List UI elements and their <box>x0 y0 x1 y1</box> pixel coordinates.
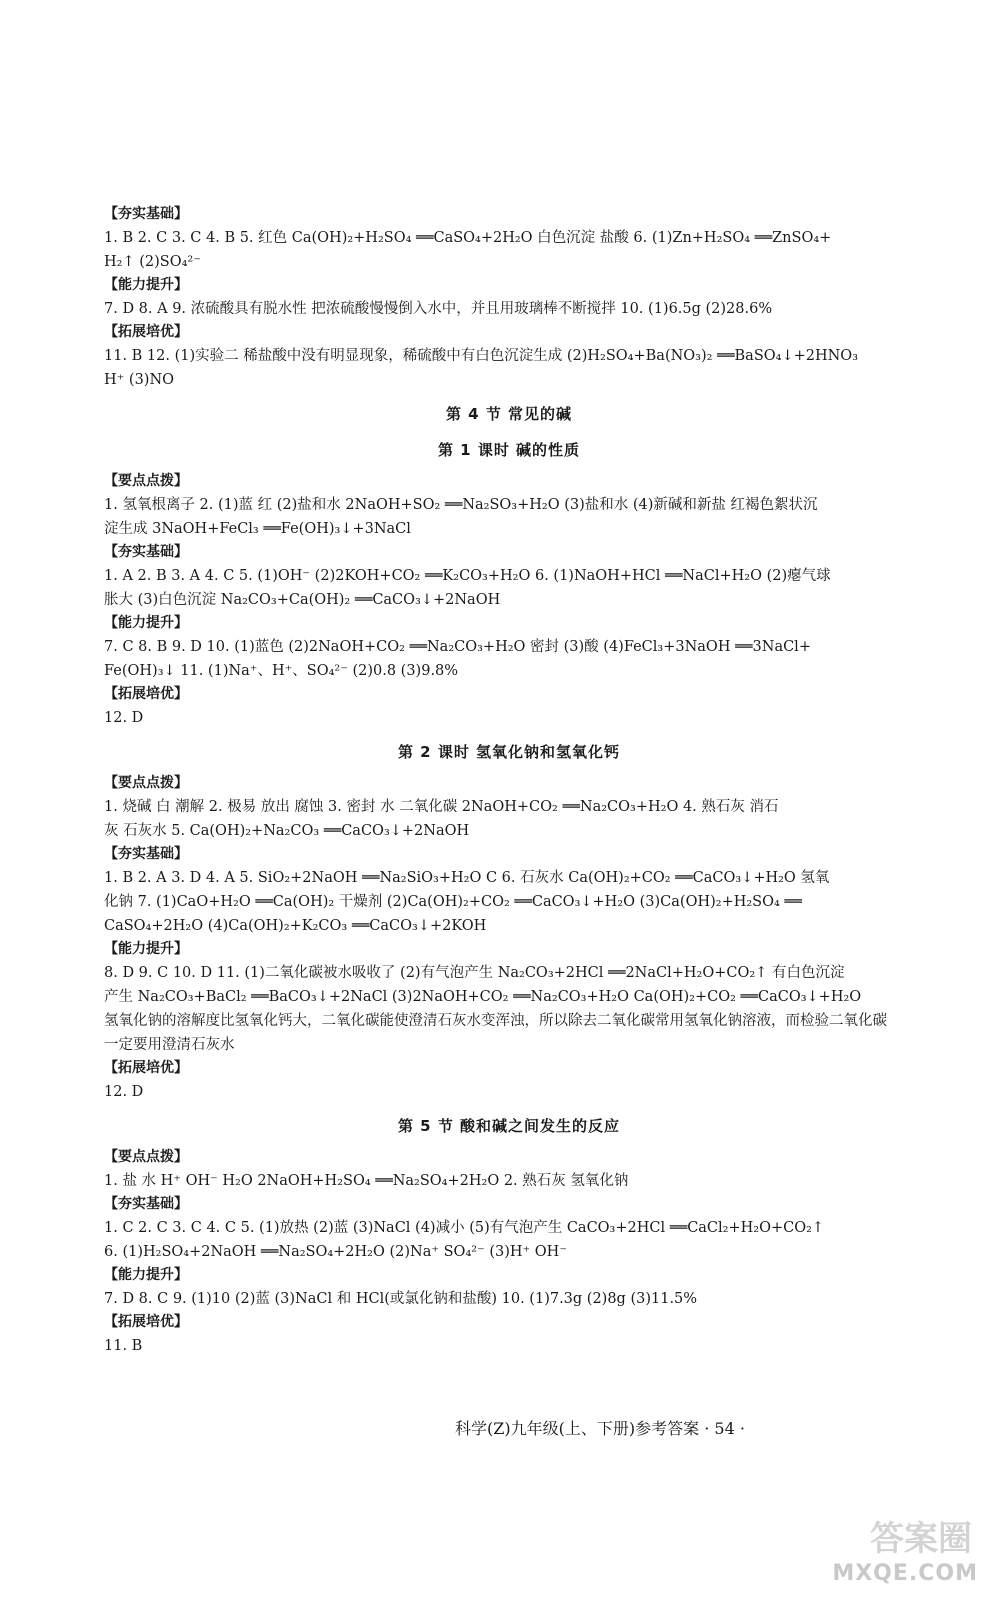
answer-line: 7. C 8. B 9. D 10. (1)蓝色 (2)2NaOH+CO₂ ══Na₂CO₃+H₂O 密封 (3)酸 (4)FeCl₃+3NaOH ══3NaCl+ <box>104 639 811 655</box>
answer-line: 11. B <box>104 1338 143 1354</box>
answer-line: 1. B 2. C 3. C 4. B 5. 红色 Ca(OH)₂+H₂SO₄ ══CaSO₄+2H₂O 白色沉淀 盐酸 6. (1)Zn+H₂SO₄ ══ZnSO₄+ <box>104 230 832 246</box>
section-tag: 【拓展培优】 <box>104 686 188 702</box>
answer-line: 化钠 7. (1)CaO+H₂O ══Ca(OH)₂ 干燥剂 (2)Ca(OH)₂+CO₂ ══CaCO₃↓+H₂O (3)Ca(OH)₂+H₂SO₄ ══ <box>104 894 802 910</box>
answer-line: Fe(OH)₃↓ 11. (1)Na⁺、H⁺、SO₄²⁻ (2)0.8 (3)9.8% <box>104 663 459 679</box>
answer-line: 胀大 (3)白色沉淀 Na₂CO₃+Ca(OH)₂ ══CaCO₃↓+2NaOH <box>104 592 501 608</box>
answer-block <box>104 706 914 730</box>
answer-block <box>104 866 914 938</box>
section-title: 第 5 节 酸和碱之间发生的反应 <box>397 1117 621 1135</box>
answer-line: 1. C 2. C 3. C 4. C 5. (1)放热 (2)蓝 (3)NaCl (4)减小 (5)有气泡产生 CaCO₃+2HCl ══CaCl₂+H₂O+CO₂↑ <box>104 1220 825 1236</box>
answer-line: 7. D 8. C 9. (1)10 (2)蓝 (3)NaCl 和 HCl(或氯化钠和盐酸) 10. (1)7.3g (2)8g (3)11.5% <box>104 1291 698 1307</box>
section-title: 第 4 节 常见的碱 <box>445 405 573 423</box>
answer-block <box>104 493 914 541</box>
answer-block <box>104 635 914 683</box>
answer-line: 产生 Na₂CO₃+BaCl₂ ══BaCO₃↓+2NaCl (3)2NaOH+CO₂ ══Na₂CO₃+H₂O Ca(OH)₂+CO₂ ══CaCO₃↓+H₂O <box>104 989 862 1005</box>
section-tag: 【要点点拨】 <box>104 1149 188 1165</box>
answer-line: 氢氧化钠的溶解度比氢氧化钙大，二氧化碳能使澄清石灰水变浑浊，所以除去二氧化碳常用氢氧化钠溶液，而检验二氧化碳 <box>104 1013 887 1029</box>
section-tag: 【能力提升】 <box>104 1267 188 1283</box>
section-tag: 【夯实基础】 <box>104 1196 188 1212</box>
answer-block <box>104 564 914 612</box>
section-tag: 【要点点拨】 <box>104 775 188 791</box>
answer-line: 6. (1)H₂SO₄+2NaOH ══Na₂SO₄+2H₂O (2)Na⁺ SO₄²⁻ (3)H⁺ OH⁻ <box>104 1244 567 1260</box>
section-title: 第 2 课时 氢氧化钠和氢氧化钙 <box>397 743 621 761</box>
answer-line: 1. 氢氧根离子 2. (1)蓝 红 (2)盐和水 2NaOH+SO₂ ══Na₂SO₃+H₂O (3)盐和水 (4)新碱和新盐 红褐色絮状沉 <box>104 497 818 513</box>
section-title: 第 1 课时 碱的性质 <box>437 441 581 459</box>
answer-line: 11. B 12. (1)实验二 稀盐酸中没有明显现象，稀硫酸中有白色沉淀生成 (2)H₂SO₄+Ba(NO₃)₂ ══BaSO₄↓+2HNO₃ <box>104 348 859 364</box>
answer-block <box>104 961 914 1057</box>
answer-block <box>104 1287 914 1311</box>
answer-line: 1. 盐 水 H⁺ OH⁻ H₂O 2NaOH+H₂SO₄ ══Na₂SO₄+2H₂O 2. 熟石灰 氢氧化钠 <box>104 1173 629 1189</box>
section-tag: 【要点点拨】 <box>104 473 188 489</box>
answer-line: H₂↑ (2)SO₄²⁻ <box>104 254 201 270</box>
section-tag: 【夯实基础】 <box>104 206 188 222</box>
answer-line: 8. D 9. C 10. D 11. (1)二氧化碳被水吸收了 (2)有气泡产生 Na₂CO₃+2HCl ══2NaCl+H₂O+CO₂↑ 有白色沉淀 <box>104 965 845 981</box>
answer-content <box>104 203 914 1358</box>
answer-block <box>104 226 914 274</box>
section-tag: 【能力提升】 <box>104 615 188 631</box>
answer-line: 灰 石灰水 5. Ca(OH)₂+Na₂CO₃ ══CaCO₃↓+2NaOH <box>104 823 470 839</box>
answer-block <box>104 795 914 843</box>
section-tag: 【拓展培优】 <box>104 1060 188 1076</box>
answer-block <box>104 297 914 321</box>
answer-line: 一定要用澄清石灰水 <box>104 1037 235 1053</box>
section-tag: 【拓展培优】 <box>104 1314 188 1330</box>
answer-line: 淀生成 3NaOH+FeCl₃ ══Fe(OH)₃↓+3NaCl <box>104 521 411 537</box>
section-tag: 【夯实基础】 <box>104 544 188 560</box>
site-watermark <box>828 1516 978 1586</box>
answer-line: 12. D <box>104 710 144 726</box>
answer-block <box>104 344 914 392</box>
section-tag: 【夯实基础】 <box>104 846 188 862</box>
section-tag: 【能力提升】 <box>104 277 188 293</box>
answer-line: 1. A 2. B 3. A 4. C 5. (1)OH⁻ (2)2KOH+CO₂ ══K₂CO₃+H₂O 6. (1)NaOH+HCl ══NaCl+H₂O (2)瘪气球 <box>104 568 831 584</box>
section-tag: 【能力提升】 <box>104 941 188 957</box>
answer-line: 1. 烧碱 白 潮解 2. 极易 放出 腐蚀 3. 密封 水 二氧化碳 2NaOH+CO₂ ══Na₂CO₃+H₂O 4. 熟石灰 消石 <box>104 799 779 815</box>
section-tag: 【拓展培优】 <box>104 324 188 340</box>
answer-line: CaSO₄+2H₂O (4)Ca(OH)₂+K₂CO₃ ══CaCO₃↓+2KOH <box>104 918 487 934</box>
watermark-url: MXQE.COM <box>832 1561 978 1586</box>
answer-block <box>104 1216 914 1264</box>
answer-line: 12. D <box>104 1084 144 1100</box>
answer-block <box>104 1334 914 1358</box>
answer-block <box>104 1169 914 1193</box>
watermark-logo: 答案圈 <box>870 1519 972 1559</box>
page-footer: 科学(Z)九年级(上、下册)参考答案 · 54 · <box>455 1419 745 1438</box>
answer-line: 1. B 2. A 3. D 4. A 5. SiO₂+2NaOH ══Na₂SiO₃+H₂O C 6. 石灰水 Ca(OH)₂+CO₂ ══CaCO₃↓+H₂O 氢氧 <box>104 870 830 886</box>
answer-block <box>104 1080 914 1104</box>
answer-line: H⁺ (3)NO <box>104 372 175 388</box>
answer-line: 7. D 8. A 9. 浓硫酸具有脱水性 把浓硫酸慢慢倒入水中，并且用玻璃棒不断搅拌 10. (1)6.5g (2)28.6% <box>104 301 773 317</box>
